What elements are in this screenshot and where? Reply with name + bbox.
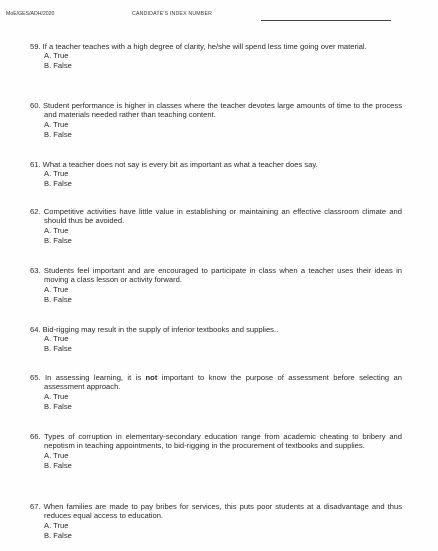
question-65 [30,373,402,412]
stem-emphasis: not [145,373,158,382]
option-b[interactable]: B. False [44,179,72,189]
option-a[interactable]: A. True [44,391,69,401]
option-b[interactable]: B. False [44,460,72,470]
question-stem: 61. What a teacher does not say is every bit as important as what a teacher does say. [30,160,318,169]
stem-text-after: important to know the purpose of assessment before selecting an assessment approach. [44,373,402,392]
candidate-index-label: CANDIDATE'S INDEX NUMBER [132,11,213,17]
option-a[interactable]: A. True [44,284,69,294]
question-61 [30,160,318,189]
option-a[interactable]: A. True [44,225,69,235]
page-header [6,8,426,22]
question-60 [30,101,402,140]
question-stem: 66. Types of corruption in elementary-secondary education range from academic cheating to bribery and nepotism in teaching appointments, to bid-rigging in the procurement of textbooks and supplies. [30,432,402,451]
exam-code: MoE/GES/ADH/2020 [6,11,55,17]
option-b[interactable]: B. False [44,294,72,304]
candidate-index-field[interactable] [261,20,391,21]
question-62 [30,207,402,246]
question-stem: 60. Student performance is higher in classes where the teacher devotes large amounts of time to the process and materials needed rather than teaching content. [30,101,402,120]
question-67 [30,502,402,541]
question-66 [30,432,402,471]
option-a[interactable]: A. True [44,450,69,460]
question-63 [30,266,402,305]
question-stem [30,373,402,392]
option-a[interactable]: A. True [44,51,69,61]
option-b[interactable]: B. False [44,61,72,71]
option-b[interactable]: B. False [44,401,72,411]
question-stem: 64. Bid-rigging may result in the supply of inferior textbooks and supplies.. [30,325,279,334]
option-b[interactable]: B. False [44,235,72,245]
option-b[interactable]: B. False [44,344,72,354]
question-stem: 59. If a teacher teaches with a high degree of clarity, he/she will spend less time going over material. [30,42,367,51]
question-stem: 63. Students feel important and are encouraged to participate in class when a teacher uses their ideas in moving a class lesson or activity forward. [30,266,402,285]
option-b[interactable]: B. False [44,530,72,540]
stem-text-before: 65. In assessing learning, it is [30,373,146,382]
option-b[interactable]: B. False [44,129,72,139]
question-stem: 67. When families are made to pay bribes for services, this puts poor students at a disadvantage and thus reduces equal access to education. [30,502,402,521]
question-59 [30,42,367,71]
option-a[interactable]: A. True [44,334,69,344]
question-stem: 62. Competitive activities have little value in establishing or maintaining an effective classroom climate and should thus be avoided. [30,207,402,226]
option-a[interactable]: A. True [44,119,69,129]
option-a[interactable]: A. True [44,520,69,530]
question-64 [30,325,278,354]
option-a[interactable]: A. True [44,169,69,179]
